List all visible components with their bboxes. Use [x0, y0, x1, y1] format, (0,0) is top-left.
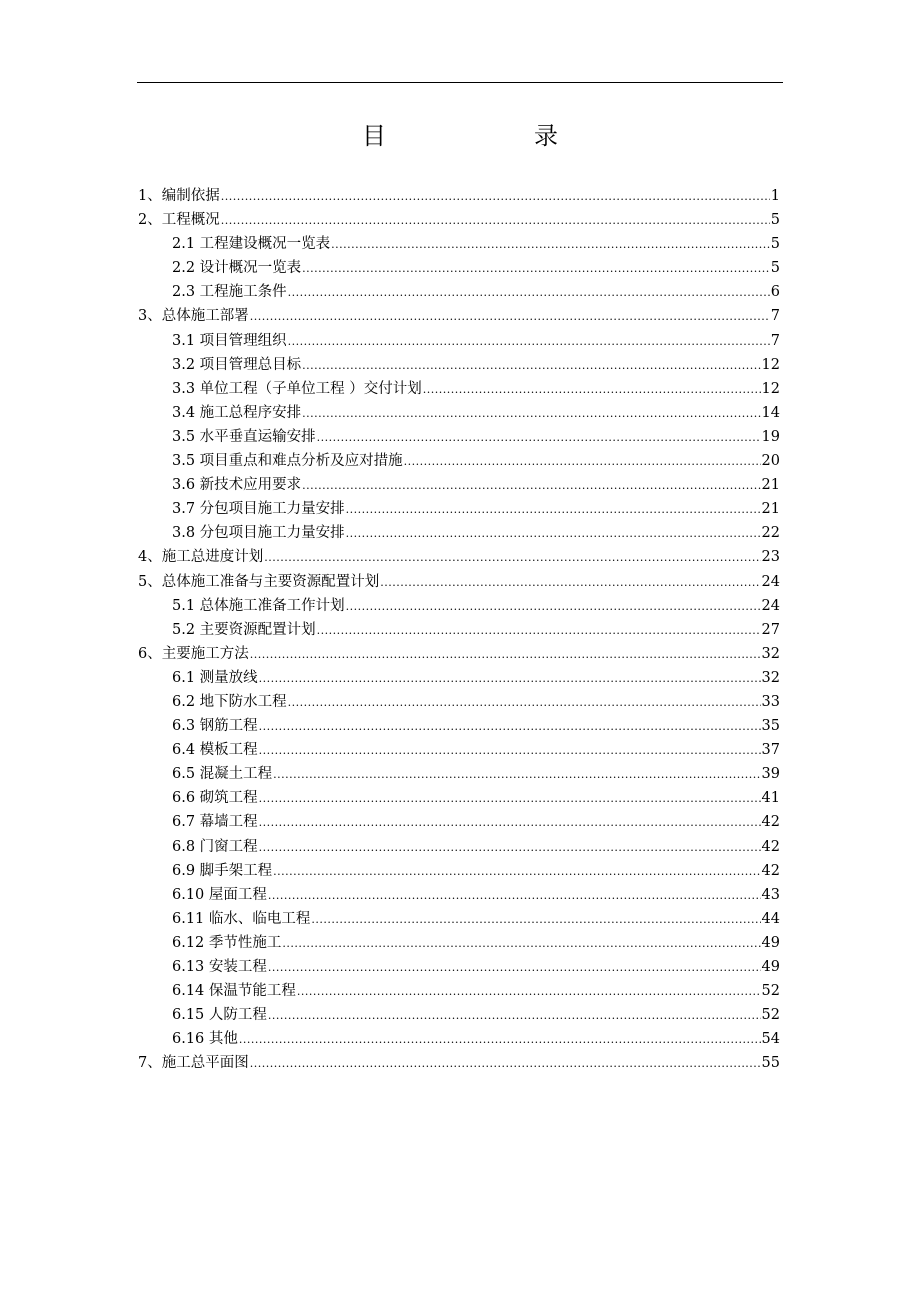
toc-entry[interactable]	[138, 256, 780, 280]
header-rule	[137, 82, 783, 83]
toc-leader-dots	[273, 859, 760, 884]
toc-leader-dots	[259, 786, 761, 811]
toc-entry-page-number: 42	[761, 862, 780, 879]
toc-entry-label: 6.15 人防工程	[172, 1007, 267, 1024]
toc-entry-label: 5.2 主要资源配置计划	[172, 621, 316, 638]
toc-leader-dots	[346, 594, 761, 619]
toc-entry-label: 6.11 临水、临电工程	[172, 910, 311, 927]
toc-list	[138, 184, 780, 1075]
toc-leader-dots	[268, 955, 761, 980]
toc-leader-dots	[297, 979, 761, 1004]
toc-entry-label: 3.4 施工总程序安排	[172, 404, 302, 421]
toc-leader-dots	[404, 449, 761, 474]
toc-leader-dots	[346, 521, 761, 546]
toc-entry-page-number: 49	[761, 959, 780, 975]
toc-leader-dots	[250, 1051, 761, 1076]
toc-entry-label: 1、编制依据	[138, 188, 220, 204]
toc-leader-dots	[259, 666, 761, 691]
toc-entry-label: 3.7 分包项目施工力量安排	[172, 501, 345, 518]
toc-entry-label: 3.6 新技术应用要求	[172, 477, 302, 494]
toc-leader-dots	[259, 738, 761, 763]
toc-leader-dots	[302, 353, 760, 378]
toc-entry-label: 2、工程概况	[138, 212, 220, 229]
toc-entry-page-number: 32	[761, 669, 780, 686]
toc-entry[interactable]	[138, 473, 780, 497]
toc-entry-label: 4、施工总进度计划	[138, 549, 264, 566]
toc-entry[interactable]	[138, 666, 780, 690]
toc-leader-dots	[273, 762, 760, 787]
toc-leader-dots	[317, 425, 761, 450]
toc-entry-page-number: 5	[770, 236, 780, 253]
toc-leader-dots	[250, 642, 761, 667]
toc-entry-page-number: 6	[770, 284, 780, 301]
toc-entry-label: 3.3 单位工程（子单位工程 ）交付计划	[172, 380, 422, 397]
toc-leader-dots	[317, 618, 761, 643]
toc-entry-label: 6.16 其他	[172, 1031, 238, 1048]
toc-entry-page-number: 5	[770, 212, 780, 229]
toc-entry-label: 6.13 安装工程	[172, 959, 267, 975]
toc-entry-page-number: 54	[761, 1031, 780, 1048]
toc-entry-label: 3.5 水平垂直运输安排	[172, 428, 316, 445]
toc-leader-dots	[264, 545, 760, 570]
toc-entry[interactable]	[138, 594, 780, 618]
toc-entry-label: 6.2 地下防水工程	[172, 693, 287, 710]
toc-entry-label: 3.8 分包项目施工力量安排	[172, 525, 345, 542]
toc-entry[interactable]	[138, 690, 780, 714]
toc-entry[interactable]	[138, 377, 780, 401]
toc-entry-page-number: 23	[761, 549, 780, 566]
toc-entry-page-number: 20	[761, 453, 780, 470]
toc-entry-page-number: 49	[761, 934, 780, 951]
toc-leader-dots	[288, 329, 770, 354]
toc-entry[interactable]	[138, 208, 780, 232]
toc-entry-page-number: 24	[761, 597, 780, 614]
toc-entry-page-number: 41	[761, 790, 780, 807]
toc-leader-dots	[259, 810, 761, 835]
toc-entry-page-number: 7	[770, 308, 780, 325]
toc-entry-page-number: 12	[761, 356, 780, 373]
toc-entry[interactable]	[138, 907, 780, 931]
toc-entry-page-number: 42	[761, 814, 780, 831]
toc-entry[interactable]	[138, 232, 780, 256]
toc-leader-dots	[250, 304, 770, 329]
toc-entry-page-number: 52	[761, 1007, 780, 1024]
toc-entry-page-number: 33	[761, 693, 780, 710]
toc-leader-dots	[259, 835, 761, 860]
toc-leader-dots	[259, 714, 761, 739]
toc-entry-label: 3.2 项目管理总目标	[172, 356, 302, 373]
toc-entry-page-number: 1	[770, 188, 780, 204]
toc-entry-page-number: 44	[761, 910, 780, 927]
toc-leader-dots	[268, 1003, 761, 1028]
toc-entry[interactable]	[138, 955, 780, 979]
toc-entry[interactable]	[138, 931, 780, 955]
toc-leader-dots	[268, 883, 761, 908]
toc-entry-page-number: 21	[761, 477, 780, 494]
toc-entry[interactable]	[138, 859, 780, 883]
toc-entry[interactable]	[138, 979, 780, 1003]
toc-entry-page-number: 27	[761, 621, 780, 638]
toc-entry[interactable]	[138, 618, 780, 642]
toc-leader-dots	[302, 473, 760, 498]
toc-entry-label: 6.6 砌筑工程	[172, 790, 258, 807]
toc-entry-label: 6.8 门窗工程	[172, 838, 258, 855]
toc-entry[interactable]	[138, 449, 780, 473]
toc-entry[interactable]	[138, 353, 780, 377]
toc-entry[interactable]	[138, 835, 780, 859]
toc-entry-page-number: 22	[761, 525, 780, 542]
toc-entry-page-number: 14	[761, 404, 780, 421]
toc-entry[interactable]	[138, 304, 780, 328]
toc-entry-label: 3.5 项目重点和难点分析及应对措施	[172, 453, 403, 470]
toc-entry-label: 6.9 脚手架工程	[172, 862, 273, 879]
toc-leader-dots	[282, 931, 760, 956]
toc-leader-dots	[346, 497, 761, 522]
toc-leader-dots	[288, 280, 770, 305]
toc-entry-label: 5.1 总体施工准备工作计划	[172, 597, 345, 614]
toc-entry[interactable]	[138, 1003, 780, 1027]
toc-entry-label: 6.1 测量放线	[172, 669, 258, 686]
toc-entry-label: 6.4 模板工程	[172, 742, 258, 759]
toc-entry-label: 6.14 保温节能工程	[172, 983, 296, 1000]
toc-leader-dots	[239, 1027, 761, 1052]
toc-entry[interactable]	[138, 329, 780, 353]
toc-entry[interactable]	[138, 497, 780, 521]
toc-entry[interactable]	[138, 1027, 780, 1051]
toc-entry-label: 5、总体施工准备与主要资源配置计划	[138, 573, 380, 590]
toc-entry-label: 6、主要施工方法	[138, 645, 249, 662]
toc-leader-dots	[221, 184, 770, 209]
toc-leader-dots	[221, 208, 770, 233]
toc-entry-label: 3.1 项目管理组织	[172, 332, 287, 349]
toc-entry[interactable]	[138, 280, 780, 304]
toc-leader-dots	[331, 232, 770, 257]
toc-entry-page-number: 21	[761, 501, 780, 518]
toc-entry-page-number: 24	[761, 573, 780, 590]
toc-leader-dots	[302, 256, 770, 281]
toc-entry-page-number: 5	[770, 260, 780, 277]
toc-entry-label: 3、总体施工部署	[138, 308, 249, 325]
toc-entry[interactable]	[138, 401, 780, 425]
toc-entry-label: 2.1 工程建设概况一览表	[172, 236, 331, 253]
toc-entry[interactable]	[138, 762, 780, 786]
toc-entry-label: 6.12 季节性施工	[172, 934, 282, 951]
toc-entry[interactable]	[138, 425, 780, 449]
toc-entry[interactable]	[138, 1051, 780, 1075]
toc-entry[interactable]	[138, 810, 780, 834]
toc-entry-page-number: 7	[770, 332, 780, 349]
toc-entry[interactable]	[138, 883, 780, 907]
toc-entry-page-number: 55	[761, 1055, 780, 1072]
toc-leader-dots	[380, 570, 760, 595]
toc-leader-dots	[288, 690, 761, 715]
toc-entry-label: 6.10 屋面工程	[172, 886, 267, 903]
toc-entry[interactable]	[138, 545, 780, 569]
toc-entry-page-number: 52	[761, 983, 780, 1000]
toc-title: 目 录	[362, 122, 620, 150]
toc-entry[interactable]	[138, 738, 780, 762]
toc-entry-label: 6.5 混凝土工程	[172, 766, 273, 783]
toc-entry[interactable]	[138, 570, 780, 594]
toc-entry-label: 6.3 钢筋工程	[172, 718, 258, 735]
toc-leader-dots	[423, 377, 761, 402]
toc-entry-page-number: 42	[761, 838, 780, 855]
toc-entry-page-number: 43	[761, 886, 780, 903]
toc-entry[interactable]	[138, 786, 780, 810]
toc-entry[interactable]	[138, 184, 780, 208]
toc-entry-page-number: 37	[761, 742, 780, 759]
toc-entry-label: 2.3 工程施工条件	[172, 284, 287, 301]
toc-entry-page-number: 32	[761, 645, 780, 662]
toc-entry-label: 7、施工总平面图	[138, 1055, 249, 1072]
toc-entry-page-number: 19	[761, 428, 780, 445]
toc-entry[interactable]	[138, 714, 780, 738]
toc-entry[interactable]	[138, 642, 780, 666]
toc-leader-dots	[302, 401, 760, 426]
toc-entry-page-number: 12	[761, 380, 780, 397]
toc-entry[interactable]	[138, 521, 780, 545]
toc-entry-label: 2.2 设计概况一览表	[172, 260, 302, 277]
toc-entry-page-number: 39	[761, 766, 780, 783]
toc-leader-dots	[311, 907, 760, 932]
toc-entry-page-number: 35	[761, 718, 780, 735]
toc-entry-label: 6.7 幕墙工程	[172, 814, 258, 831]
